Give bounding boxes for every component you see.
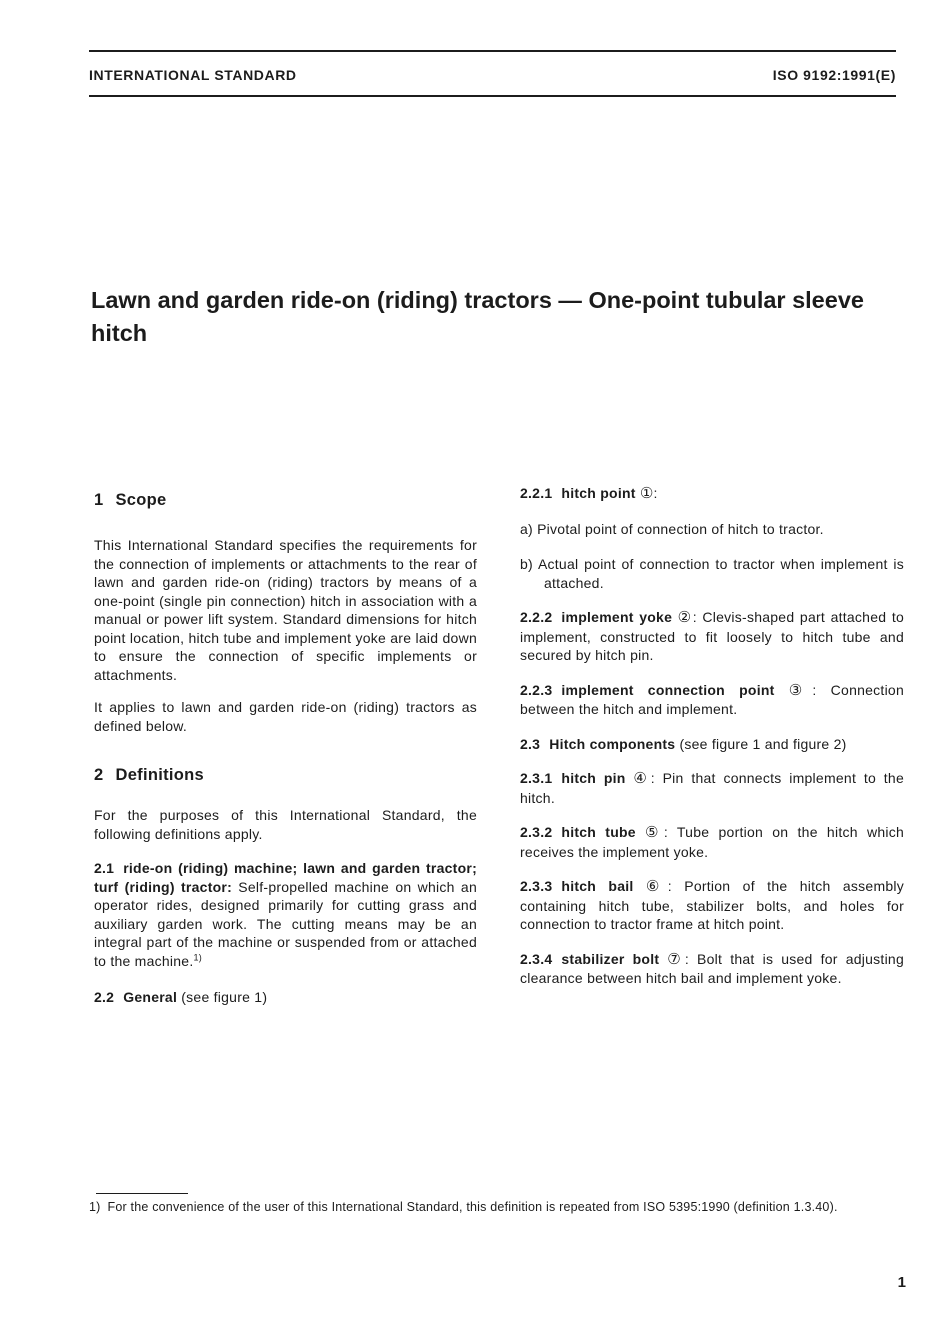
clause-number: 2.3.3 xyxy=(520,878,553,894)
scope-paragraph-2: It applies to lawn and garden ride-on (riding) tractors as defined below. xyxy=(94,699,477,734)
header-document-type: INTERNATIONAL STANDARD xyxy=(89,67,297,83)
definition-text: : Portion of the hitch assembly containing hitch tube, stabilizer bolts, and holes for connection to tractor frame at hitch point. xyxy=(520,878,904,932)
header-bottom-rule xyxy=(89,95,896,97)
section-number: 2 xyxy=(94,766,104,784)
definition-text: (see figure 1) xyxy=(181,989,268,1005)
section-title: Scope xyxy=(115,491,167,509)
page-number: 1 xyxy=(897,1274,906,1291)
definition-2-2-2 xyxy=(520,608,904,665)
term: hitch point xyxy=(561,485,636,501)
section-title: Definitions xyxy=(115,766,205,784)
definition-text: (see figure 1 and figure 2) xyxy=(679,735,847,752)
term: ride-on (riding) machine; lawn and garden tractor; turf (riding) tractor: xyxy=(94,860,477,895)
definition-2-3 xyxy=(520,735,904,754)
list-text: Pivotal point of connection of hitch to tractor. xyxy=(537,520,824,537)
list-text: Actual point of connection to tractor when implement is attached. xyxy=(537,556,904,591)
footnote-reference: 1) xyxy=(193,951,202,962)
clause-number: 2.1 xyxy=(94,860,115,876)
callout-number-6: ⑥ xyxy=(645,878,668,895)
clause-number: 2.2.3 xyxy=(520,681,553,698)
definition-2-2 xyxy=(94,988,477,1007)
left-column xyxy=(94,480,477,1007)
footnote-separator xyxy=(96,1193,188,1194)
clause-number: 2.3.1 xyxy=(520,770,553,786)
definition-text: Self-propelled machine on which an operator rides, designed primarily for cutting grass and auxiliary garden work. The cutting means may be an integral part of the machine or suspended from or attached to the machine. xyxy=(94,878,477,969)
header-top-rule xyxy=(89,50,896,52)
term: Hitch components xyxy=(549,735,676,752)
section-definitions-heading xyxy=(94,764,477,786)
definition-text: : Pin that connects implement to the hitch. xyxy=(520,770,904,806)
callout-number-5: ⑤ xyxy=(645,824,664,841)
clause-number: 2.3.4 xyxy=(520,950,553,967)
term: implement yoke xyxy=(561,609,673,625)
definition-text: : Tube portion on the hitch which receives the implement yoke. xyxy=(520,824,904,860)
definition-2-3-3 xyxy=(520,877,904,934)
definitions-intro: For the purposes of this International Standard, the following definitions apply. xyxy=(94,807,477,842)
term: hitch pin xyxy=(561,770,626,786)
section-number: 1 xyxy=(94,491,104,509)
footnote-text: For the convenience of the user of this International Standard, this definition is repeated from ISO 5395:1990 (definition 1.3.40). xyxy=(107,1200,838,1214)
definition-text: : Connection between the hitch and implement. xyxy=(520,681,905,717)
list-item-a xyxy=(520,520,904,539)
document-title: Lawn and garden ride-on (riding) tractors — One-point tubular sleeve hitch xyxy=(91,287,864,346)
scope-paragraph-1: This International Standard specifies the requirements for the connection of implements or attachments to the rear of lawn and garden ride-on (riding) tractors by means of a one-point (single pin connection) hitch in association with a manual or power lift system. Standard dimensions for hitch point location, hitch tube and implement yoke are laid down to ensure the connection of specific implements or attachments. xyxy=(94,537,477,683)
header-document-number: ISO 9192:1991(E) xyxy=(772,67,896,83)
term: General xyxy=(123,989,178,1005)
definition-2-3-2 xyxy=(520,823,904,861)
term: implement connection point xyxy=(561,681,775,698)
clause-number: 2.2 xyxy=(94,989,115,1005)
list-label: a) xyxy=(520,520,533,537)
term: hitch tube xyxy=(561,824,636,840)
clause-number: 2.3.2 xyxy=(520,824,553,840)
callout-number-2: ② xyxy=(677,609,693,626)
definition-2-1 xyxy=(94,859,477,970)
callout-number-4: ④ xyxy=(633,770,651,787)
callout-number-7: ⑦ xyxy=(667,950,685,968)
clause-number: 2.2.1 xyxy=(520,485,553,501)
definition-text: : Clevis-shaped part attached to implement, constructed to fit loosely to hitch tube and secured by hitch pin. xyxy=(520,609,904,663)
definition-2-3-4 xyxy=(520,950,904,988)
clause-number: 2.3 xyxy=(520,735,541,752)
footnote xyxy=(89,1199,907,1216)
right-column xyxy=(520,480,904,988)
definition-2-2-1 xyxy=(520,484,904,504)
callout-number-1: ① xyxy=(639,485,654,502)
colon: : xyxy=(653,485,658,501)
term: hitch bail xyxy=(561,878,634,894)
definition-2-2-3 xyxy=(520,681,904,719)
section-scope-heading xyxy=(94,489,477,511)
clause-number: 2.2.2 xyxy=(520,609,553,625)
list-item-b xyxy=(520,555,904,592)
callout-number-3: ③ xyxy=(788,681,813,699)
definition-text: : Bolt that is used for adjusting clearance between hitch bail and implement yoke. xyxy=(520,950,905,986)
list-label: b) xyxy=(520,556,533,572)
definition-2-3-1 xyxy=(520,769,904,807)
footnote-marker: 1) xyxy=(89,1200,101,1214)
term: stabilizer bolt xyxy=(561,950,660,967)
